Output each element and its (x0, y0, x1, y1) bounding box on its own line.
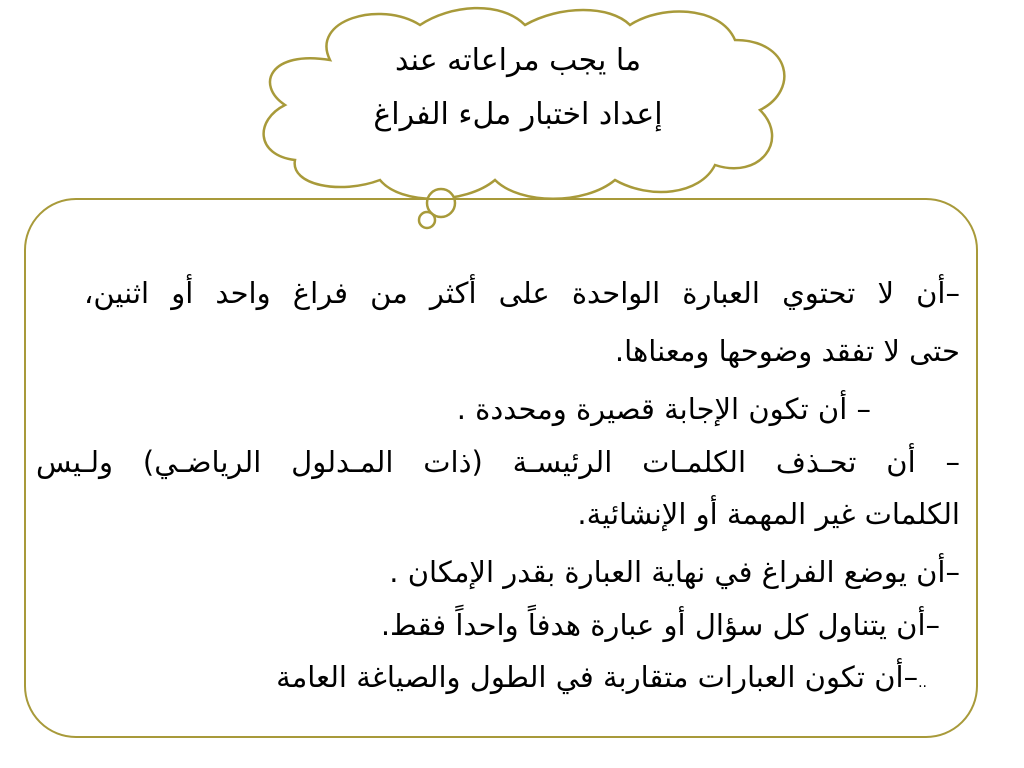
content-line-6: –أن يوضع الفراغ في نهاية العبارة بقدر الإمكان . (389, 555, 960, 589)
content-line-8-text: –أن تكون العبارات متقاربة في الطول والصياغة العامة (276, 660, 919, 694)
content-line-4: – أن تحـذف الكلمـات الرئيسـة (ذات المـدلول الرياضـي) ولـيس (36, 445, 960, 479)
content-line-3: – أن تكون الإجابة قصيرة ومحددة . (456, 392, 871, 426)
content-line-7: –أن يتناول كل سؤال أو عبارة هدفاً واحداً فقط. (380, 608, 940, 642)
content-line-5: الكلمات غير المهمة أو الإنشائية. (577, 497, 960, 531)
cloud-line-1: ما يجب مراعاته عند (394, 43, 642, 78)
content-line-2: حتى لا تفقد وضوحها ومعناها. (614, 334, 960, 368)
cloud-line-2: إعداد اختبار ملء الفراغ (373, 97, 663, 132)
content-line-8 (276, 657, 927, 703)
cloud-title (318, 34, 718, 142)
content-line-1: –أن لا تحتوي العبارة الواحدة على أكثر من فراغ واحد أو اثنين، (84, 276, 960, 310)
trailing-dots: .. (918, 675, 927, 691)
